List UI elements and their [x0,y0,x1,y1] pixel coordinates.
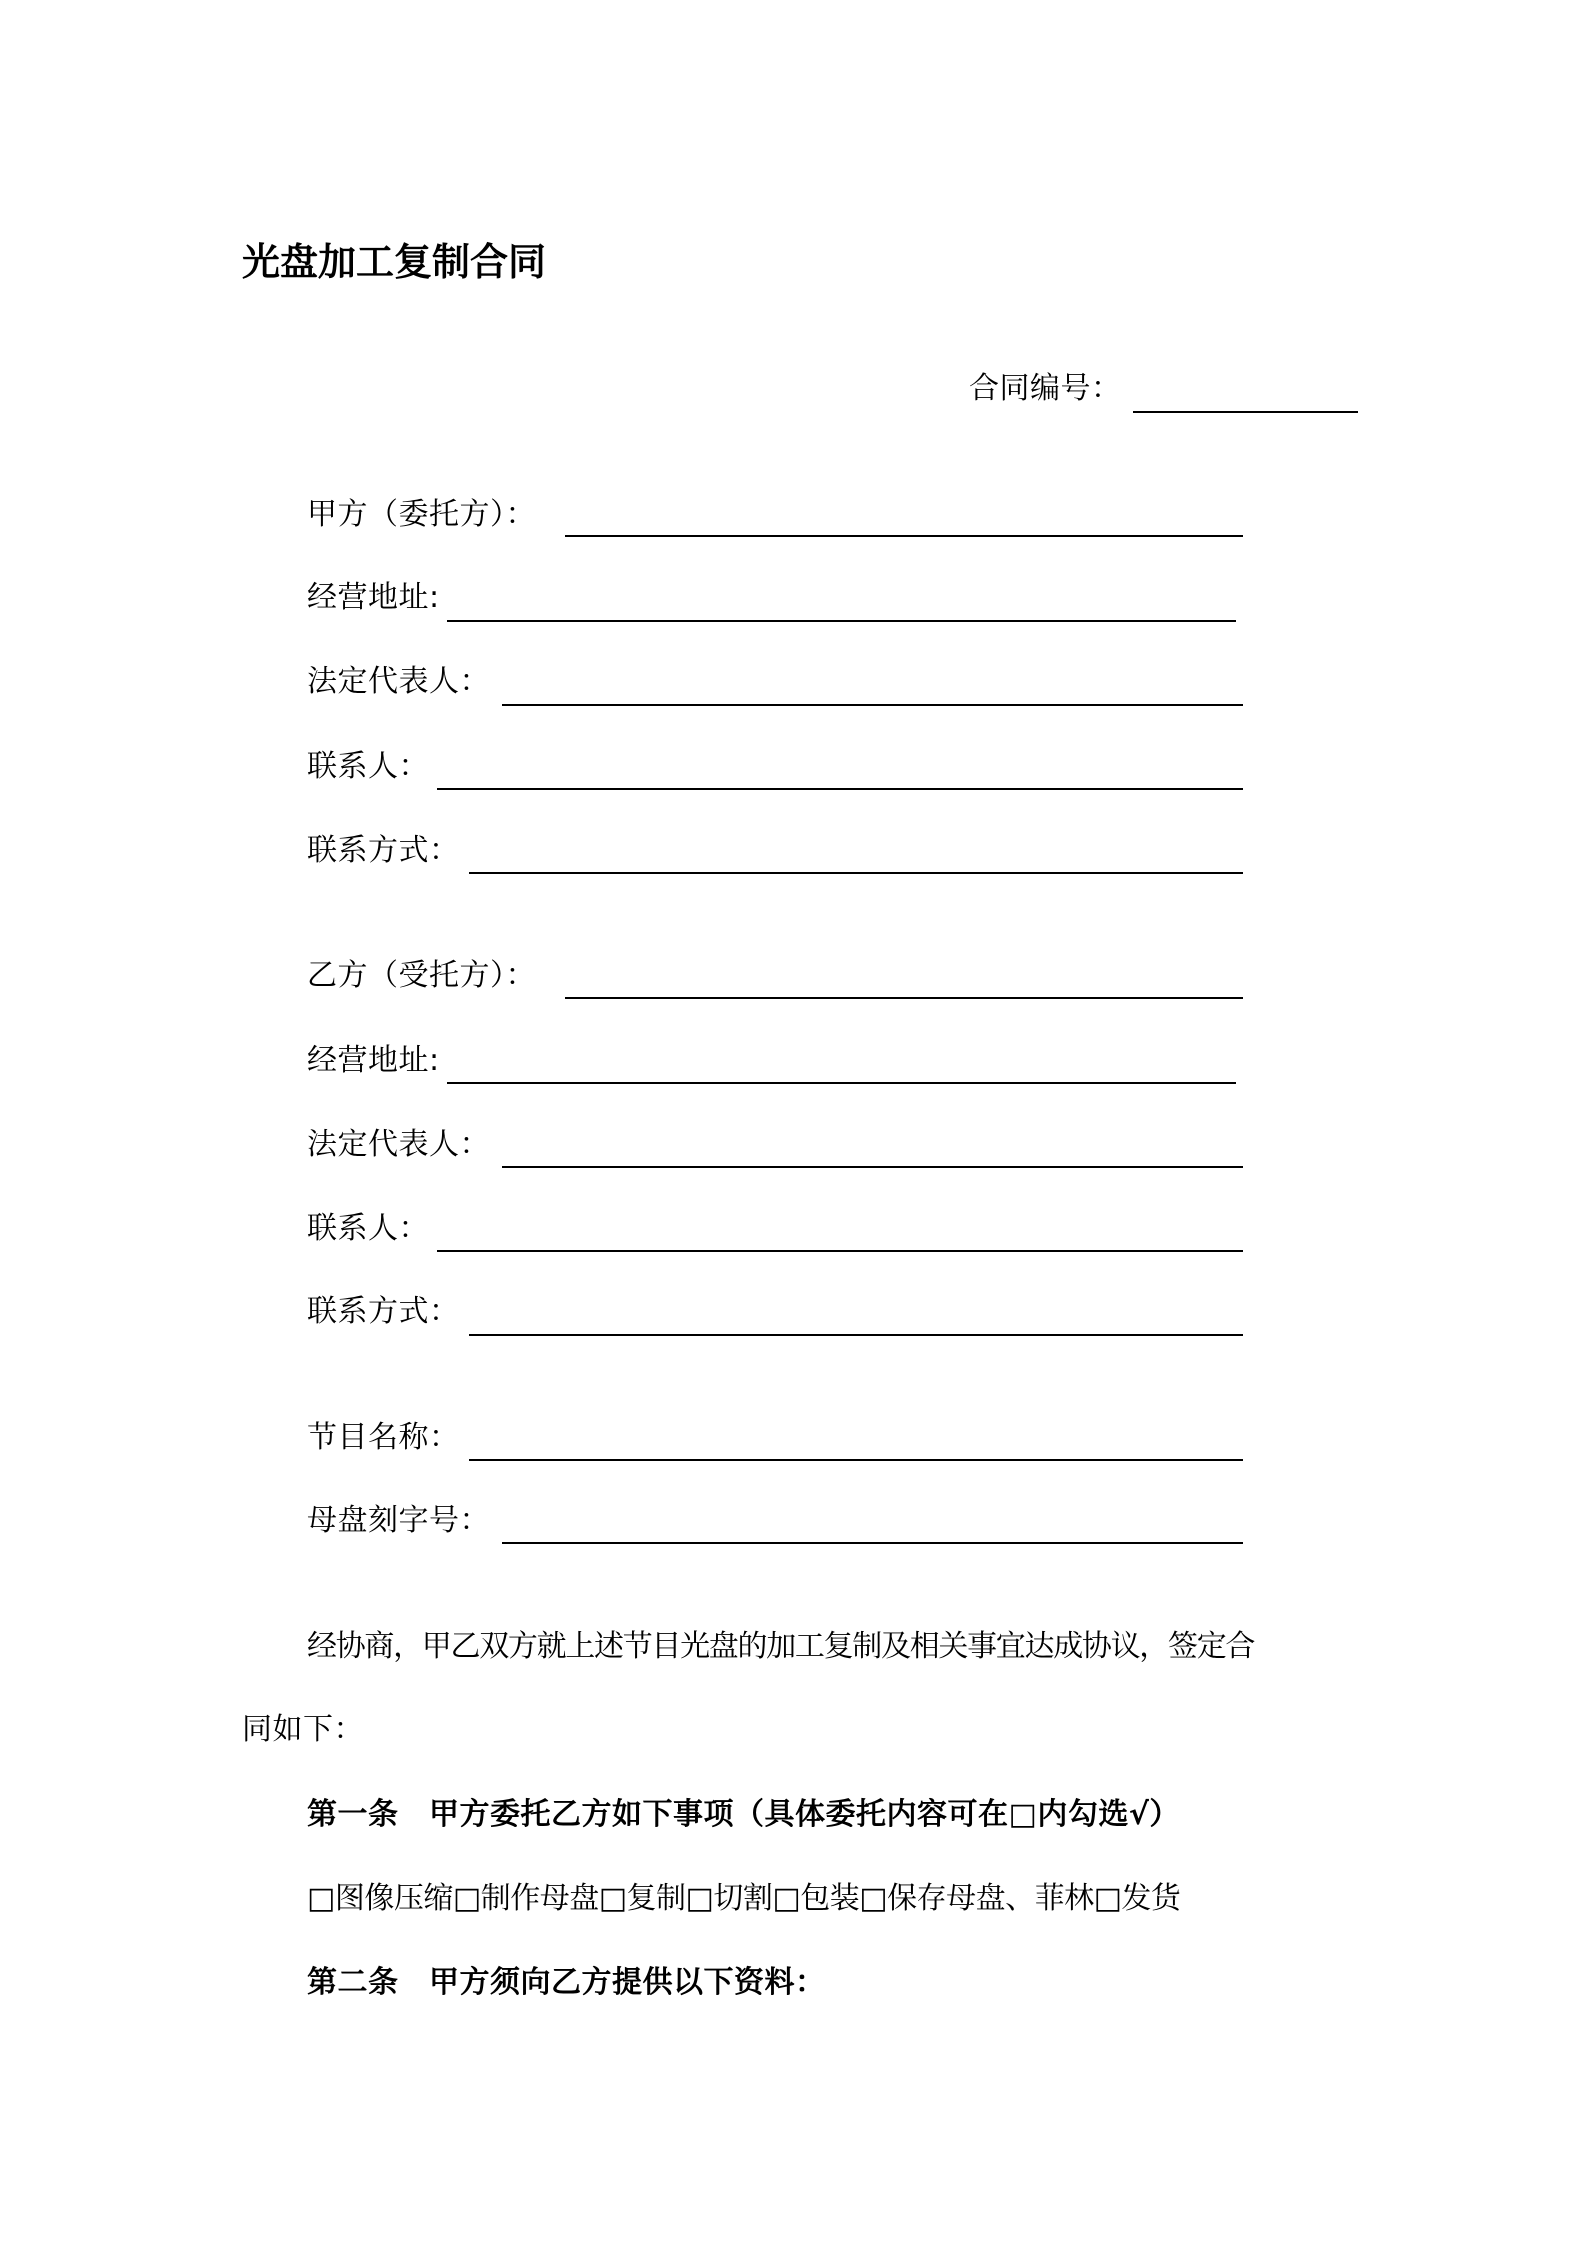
article-1: 第一条 甲方委托乙方如下事项（具体委托内容可在□内勾选√） [307,1797,1180,1832]
party-a-address-field[interactable] [447,620,1236,622]
party-b-contact-field[interactable] [437,1250,1243,1252]
contract-number-label: 合同编号： [969,371,1122,406]
document-title: 光盘加工复制合同 [242,240,547,284]
party-b-address-label: 经营地址: [307,1043,440,1078]
master-engraving-field[interactable] [502,1542,1243,1544]
party-b-phone-field[interactable] [469,1334,1243,1336]
party-a-contact-field[interactable] [437,788,1243,790]
party-b-name-label: 乙方（受托方）： [307,958,536,993]
party-b-name-field[interactable] [565,997,1243,999]
intro-paragraph-line1: 经协商，甲乙双方就上述节目光盘的加工复制及相关事宜达成协议，签定合 [307,1629,1255,1664]
party-b-address-field[interactable] [447,1082,1236,1084]
party-a-rep-field[interactable] [502,704,1243,706]
party-a-contact-label: 联系人： [307,749,429,784]
party-a-address-label: 经营地址: [307,580,440,615]
party-a-phone-field[interactable] [469,872,1243,874]
party-a-name-label: 甲方（委托方）： [307,497,536,532]
program-name-label: 节目名称： [307,1420,460,1455]
party-a-phone-label: 联系方式： [307,833,460,868]
master-engraving-label: 母盘刻字号： [307,1503,490,1538]
intro-paragraph-line2: 同如下： [242,1712,364,1747]
party-a-rep-label: 法定代表人： [307,664,490,699]
party-b-rep-label: 法定代表人： [307,1127,490,1162]
party-b-rep-field[interactable] [502,1166,1243,1168]
party-b-phone-label: 联系方式： [307,1294,460,1329]
article-1-options[interactable]: □图像压缩□制作母盘□复制□切割□包装□保存母盘、菲林□发货 [307,1881,1181,1916]
article-2: 第二条 甲方须向乙方提供以下资料： [307,1965,826,2000]
party-b-contact-label: 联系人： [307,1211,429,1246]
contract-number-field[interactable] [1133,411,1358,413]
party-a-name-field[interactable] [565,535,1243,537]
program-name-field[interactable] [469,1459,1243,1461]
